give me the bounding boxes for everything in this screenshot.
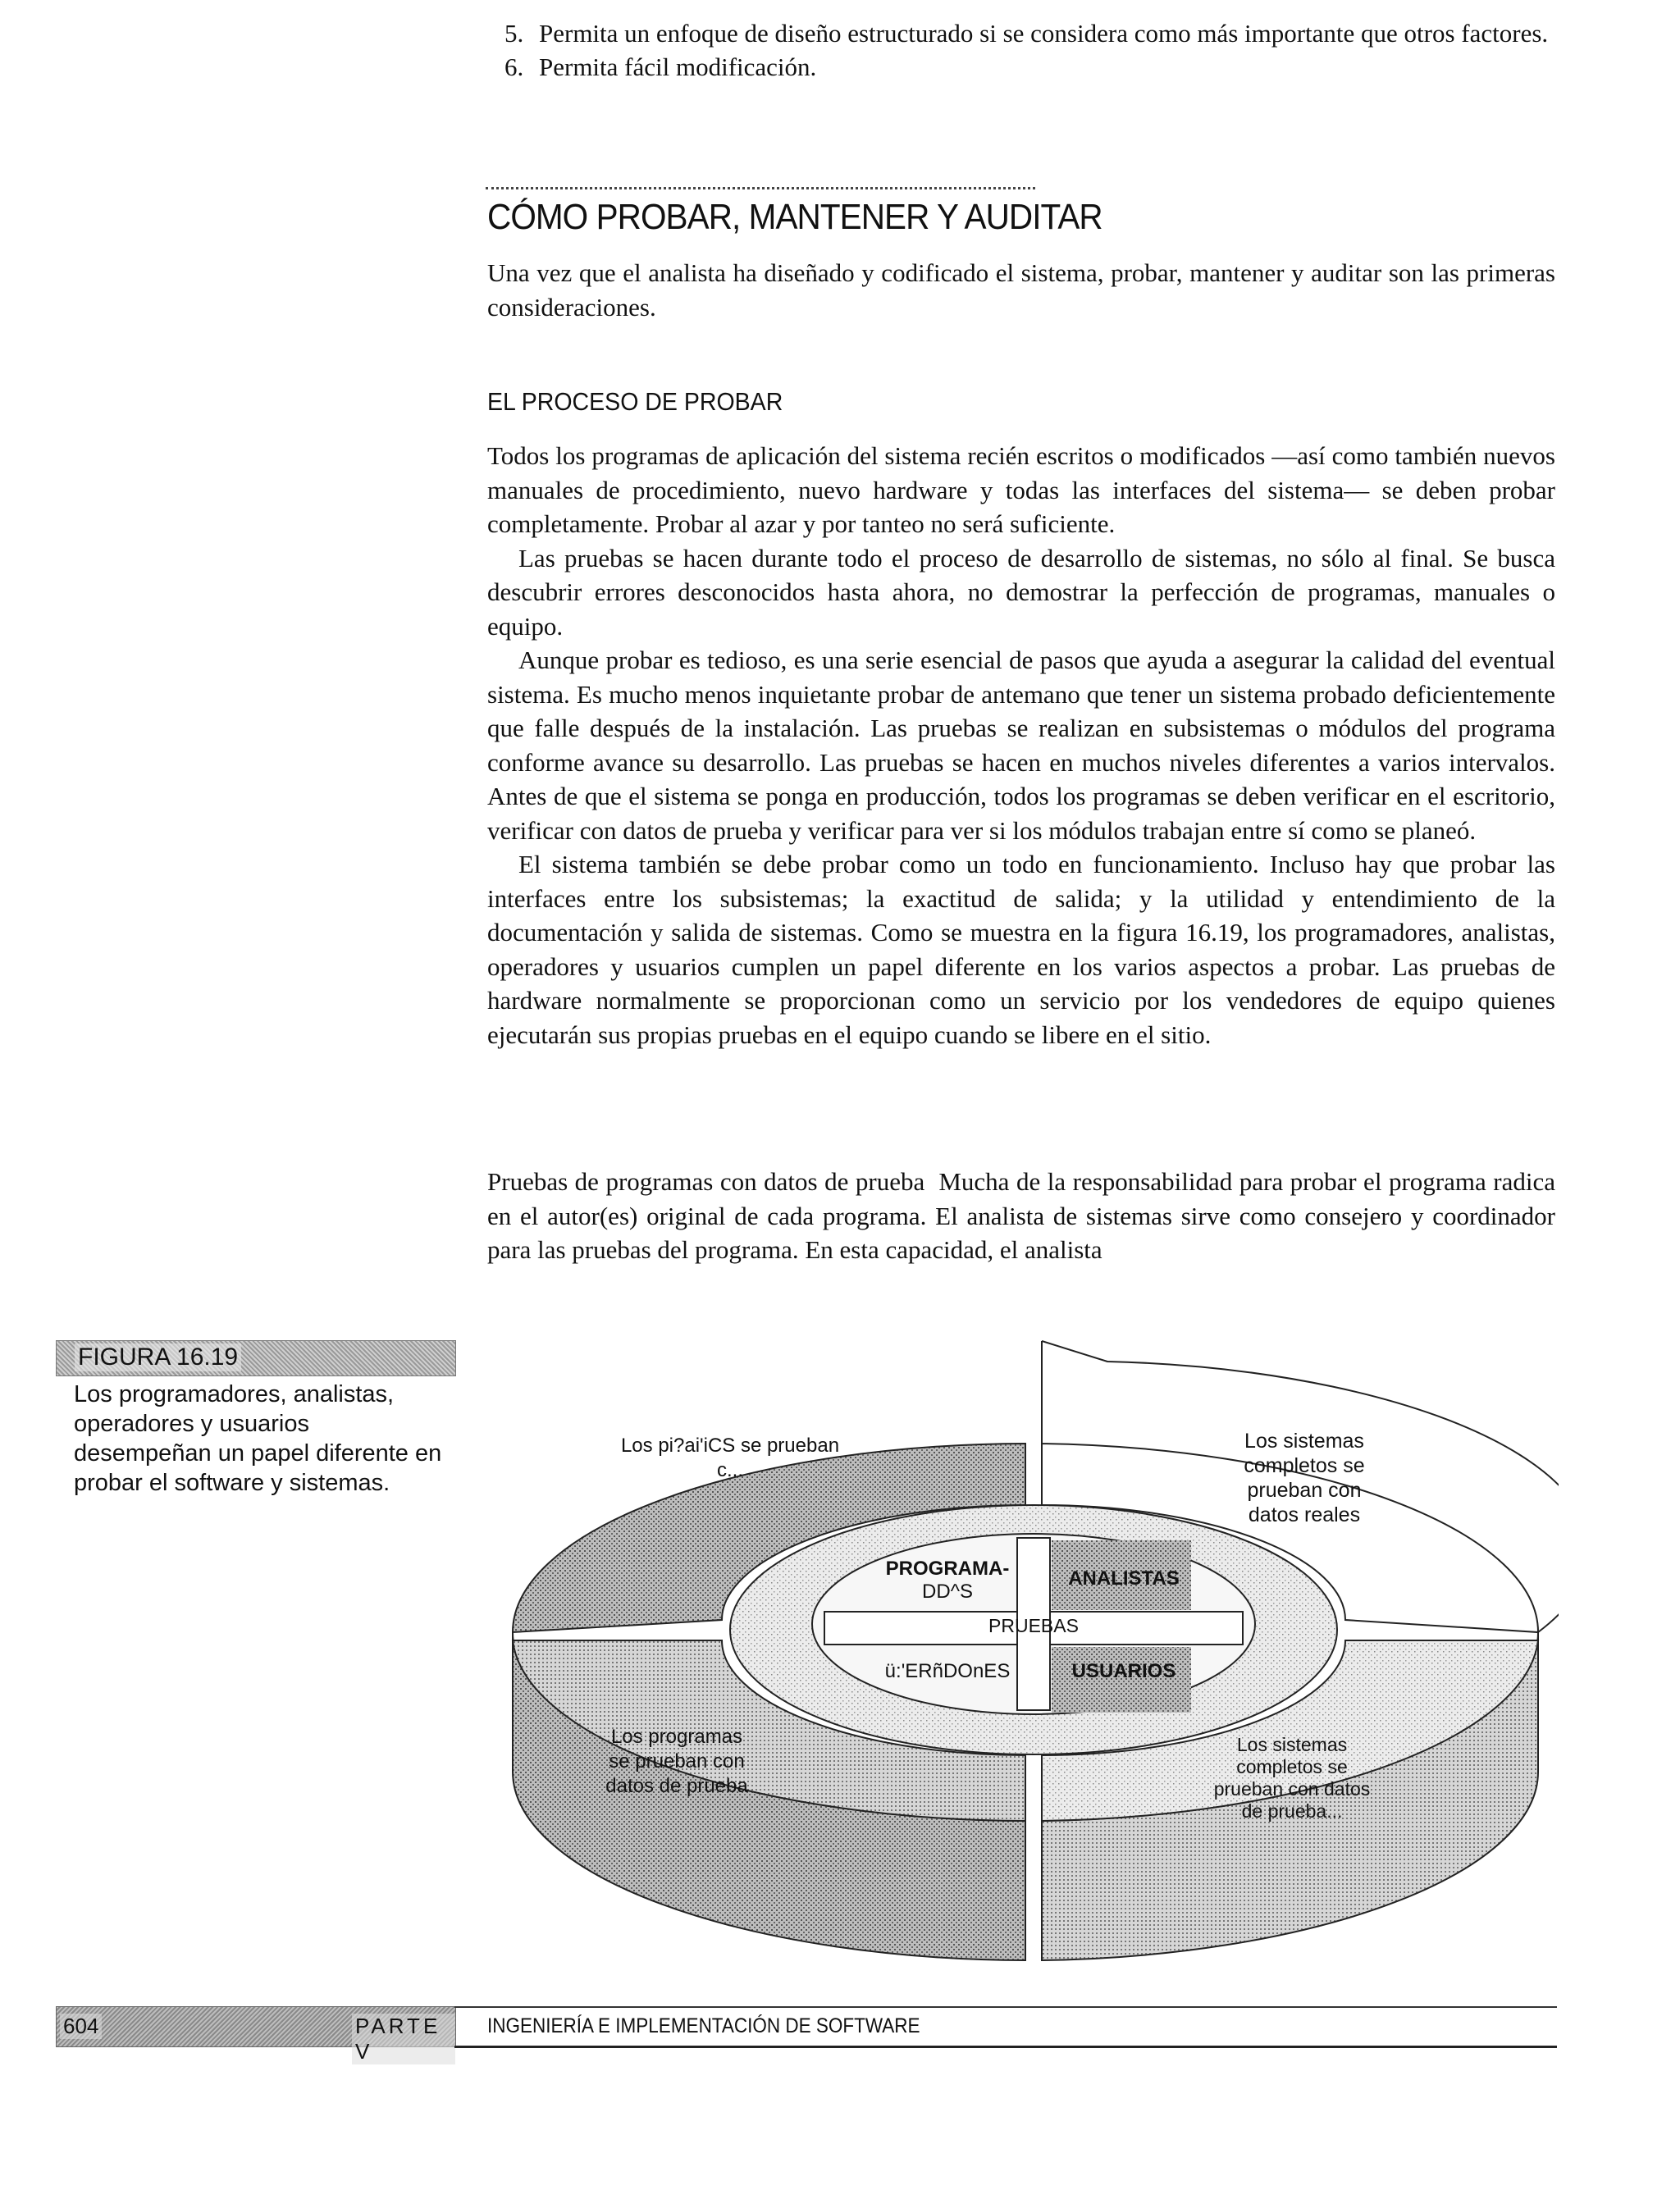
- figure-label-box: [56, 1340, 456, 1376]
- outer-text-bottom-right-2: completos se: [1236, 1756, 1348, 1777]
- outer-text-bottom-right-4: de prueba...: [1241, 1800, 1343, 1822]
- role-operadores: ü:'ERñDOnES: [884, 1660, 1011, 1682]
- run-in-heading: Pruebas de programas con datos de prueba: [487, 1167, 925, 1196]
- last-paragraph-text: Mucha de la responsabilidad para probar el programa radica en el autor(es) original de cada programa. El analista de sistemas sirve como consejero y coordinador para las pruebas del programa. En esta capacidad, el analista: [487, 1167, 1555, 1264]
- body-paragraph: El sistema también se debe probar como un todo en funcionamiento. Incluso hay que probar las interfaces entre los subsistemas; la exactitud de salida; y la utilidad y entendimiento de la documentación y salida de sistemas. Como se muestra en la figura 16.19, los programadores, analistas, operadores y usuarios cumplen un papel diferente en los varios aspectos a probar. Las pruebas de hardware normalmente se proporcionan como un servicio por los vendedores de equipo quienes ejecutarán sus propias pruebas en el equipo cuando se libere en el sitio.: [487, 850, 1555, 1049]
- footer-part-box: [56, 2006, 456, 2064]
- outer-text-top-left-1: Los pi?ai'iCS se prueban: [620, 1435, 840, 1457]
- outer-text-top-left-2: c...: [716, 1459, 744, 1481]
- list-item-text: Permita fácil modificación.: [539, 52, 817, 81]
- outer-text-top-right-1: Los sistemas: [1244, 1430, 1364, 1453]
- role-analistas: ANALISTAS: [1068, 1567, 1180, 1590]
- outer-text-bottom-left-2: se prueban con: [609, 1750, 745, 1772]
- role-programadores-line1: PROGRAMA-: [885, 1558, 1010, 1580]
- intro-paragraph: [487, 256, 1555, 324]
- body-paragraph: Todos los programas de aplicación del sistema recién escritos o modificados —así como también nuevos manuales de procedimiento, nuevo hardware y todas las interfaces del sistema— se deben probar completamente. Probar al azar y por tanteo no será suficiente.: [487, 441, 1555, 538]
- outer-text-bottom-right-3: prueban con datos: [1213, 1778, 1371, 1800]
- footer-rule: [454, 2046, 1557, 2048]
- page-number: 604: [60, 2014, 102, 2039]
- role-usuarios: USUARIOS: [1071, 1660, 1176, 1682]
- numbered-list: [504, 16, 1554, 84]
- list-item: [504, 16, 1554, 50]
- subheading: EL PROCESO DE PROBAR: [487, 387, 783, 416]
- list-item: [504, 50, 1554, 84]
- body-text: [487, 439, 1555, 1052]
- testing-roles-diagram: [500, 1329, 1559, 2034]
- list-item-number: 6.: [504, 52, 524, 81]
- body-paragraph: Aunque probar es tedioso, es una serie esencial de pasos que ayuda a asegurar la calidad del eventual sistema. Es mucho menos inquietante probar de antemano que tener un sistema probado deficientemente que falle después de la instalación. Las pruebas se realizan en subsistemas o módulos del programa conforme avance su desarrollo. Las pruebas se hacen en muchos niveles diferentes a varios intervalos. Antes de que el sistema se ponga en producción, todos los programas se deben verificar en el escritorio, verificar con datos de prueba y verificar para ver si los módulos trabajan entre sí como se planeó.: [487, 646, 1555, 845]
- figure-caption: Los programadores, analistas, operadores y usuarios desempeñan un papel diferente en probar el software y sistemas.: [74, 1381, 442, 1496]
- footer-rule: [454, 2006, 1557, 2008]
- list-item-text: Permita un enfoque de diseño estructurado si se considera como más importante que otros factores.: [539, 19, 1549, 48]
- running-footer-title: INGENIERÍA E IMPLEMENTACIÓN DE SOFTWARE: [487, 2014, 920, 2037]
- list-item-number: 5.: [504, 19, 524, 48]
- outer-text-bottom-left-3: datos de prueba: [605, 1775, 748, 1797]
- body-paragraph: Las pruebas se hacen durante todo el proceso de desarrollo de sistemas, no sólo al final. Se busca descubrir errores desconocidos hasta ahora, no demostrar la perfección de programas, manuales o equipo.: [487, 543, 1555, 641]
- center-label: PRUEBAS: [988, 1615, 1079, 1636]
- outer-text-top-right-2: completos se: [1244, 1454, 1365, 1477]
- last-paragraph: [487, 1165, 1555, 1267]
- outer-text-bottom-left-1: Los programas: [610, 1726, 743, 1748]
- outer-text-top-right-4: datos reales: [1248, 1503, 1361, 1526]
- figure-label: FIGURA 16.19: [75, 1344, 241, 1371]
- role-programadores-line2: DD^S: [922, 1581, 973, 1603]
- outer-text-top-right-3: prueban con: [1247, 1479, 1362, 1502]
- outer-text-bottom-right-1: Los sistemas: [1236, 1734, 1348, 1755]
- part-label: PARTE V: [352, 2014, 455, 2064]
- intro-text: Una vez que el analista ha diseñado y codificado el sistema, probar, mantener y auditar son las primeras consideraciones.: [487, 258, 1555, 322]
- section-divider: [486, 187, 1035, 189]
- section-heading: CÓMO PROBAR, MANTENER Y AUDITAR: [487, 197, 1102, 237]
